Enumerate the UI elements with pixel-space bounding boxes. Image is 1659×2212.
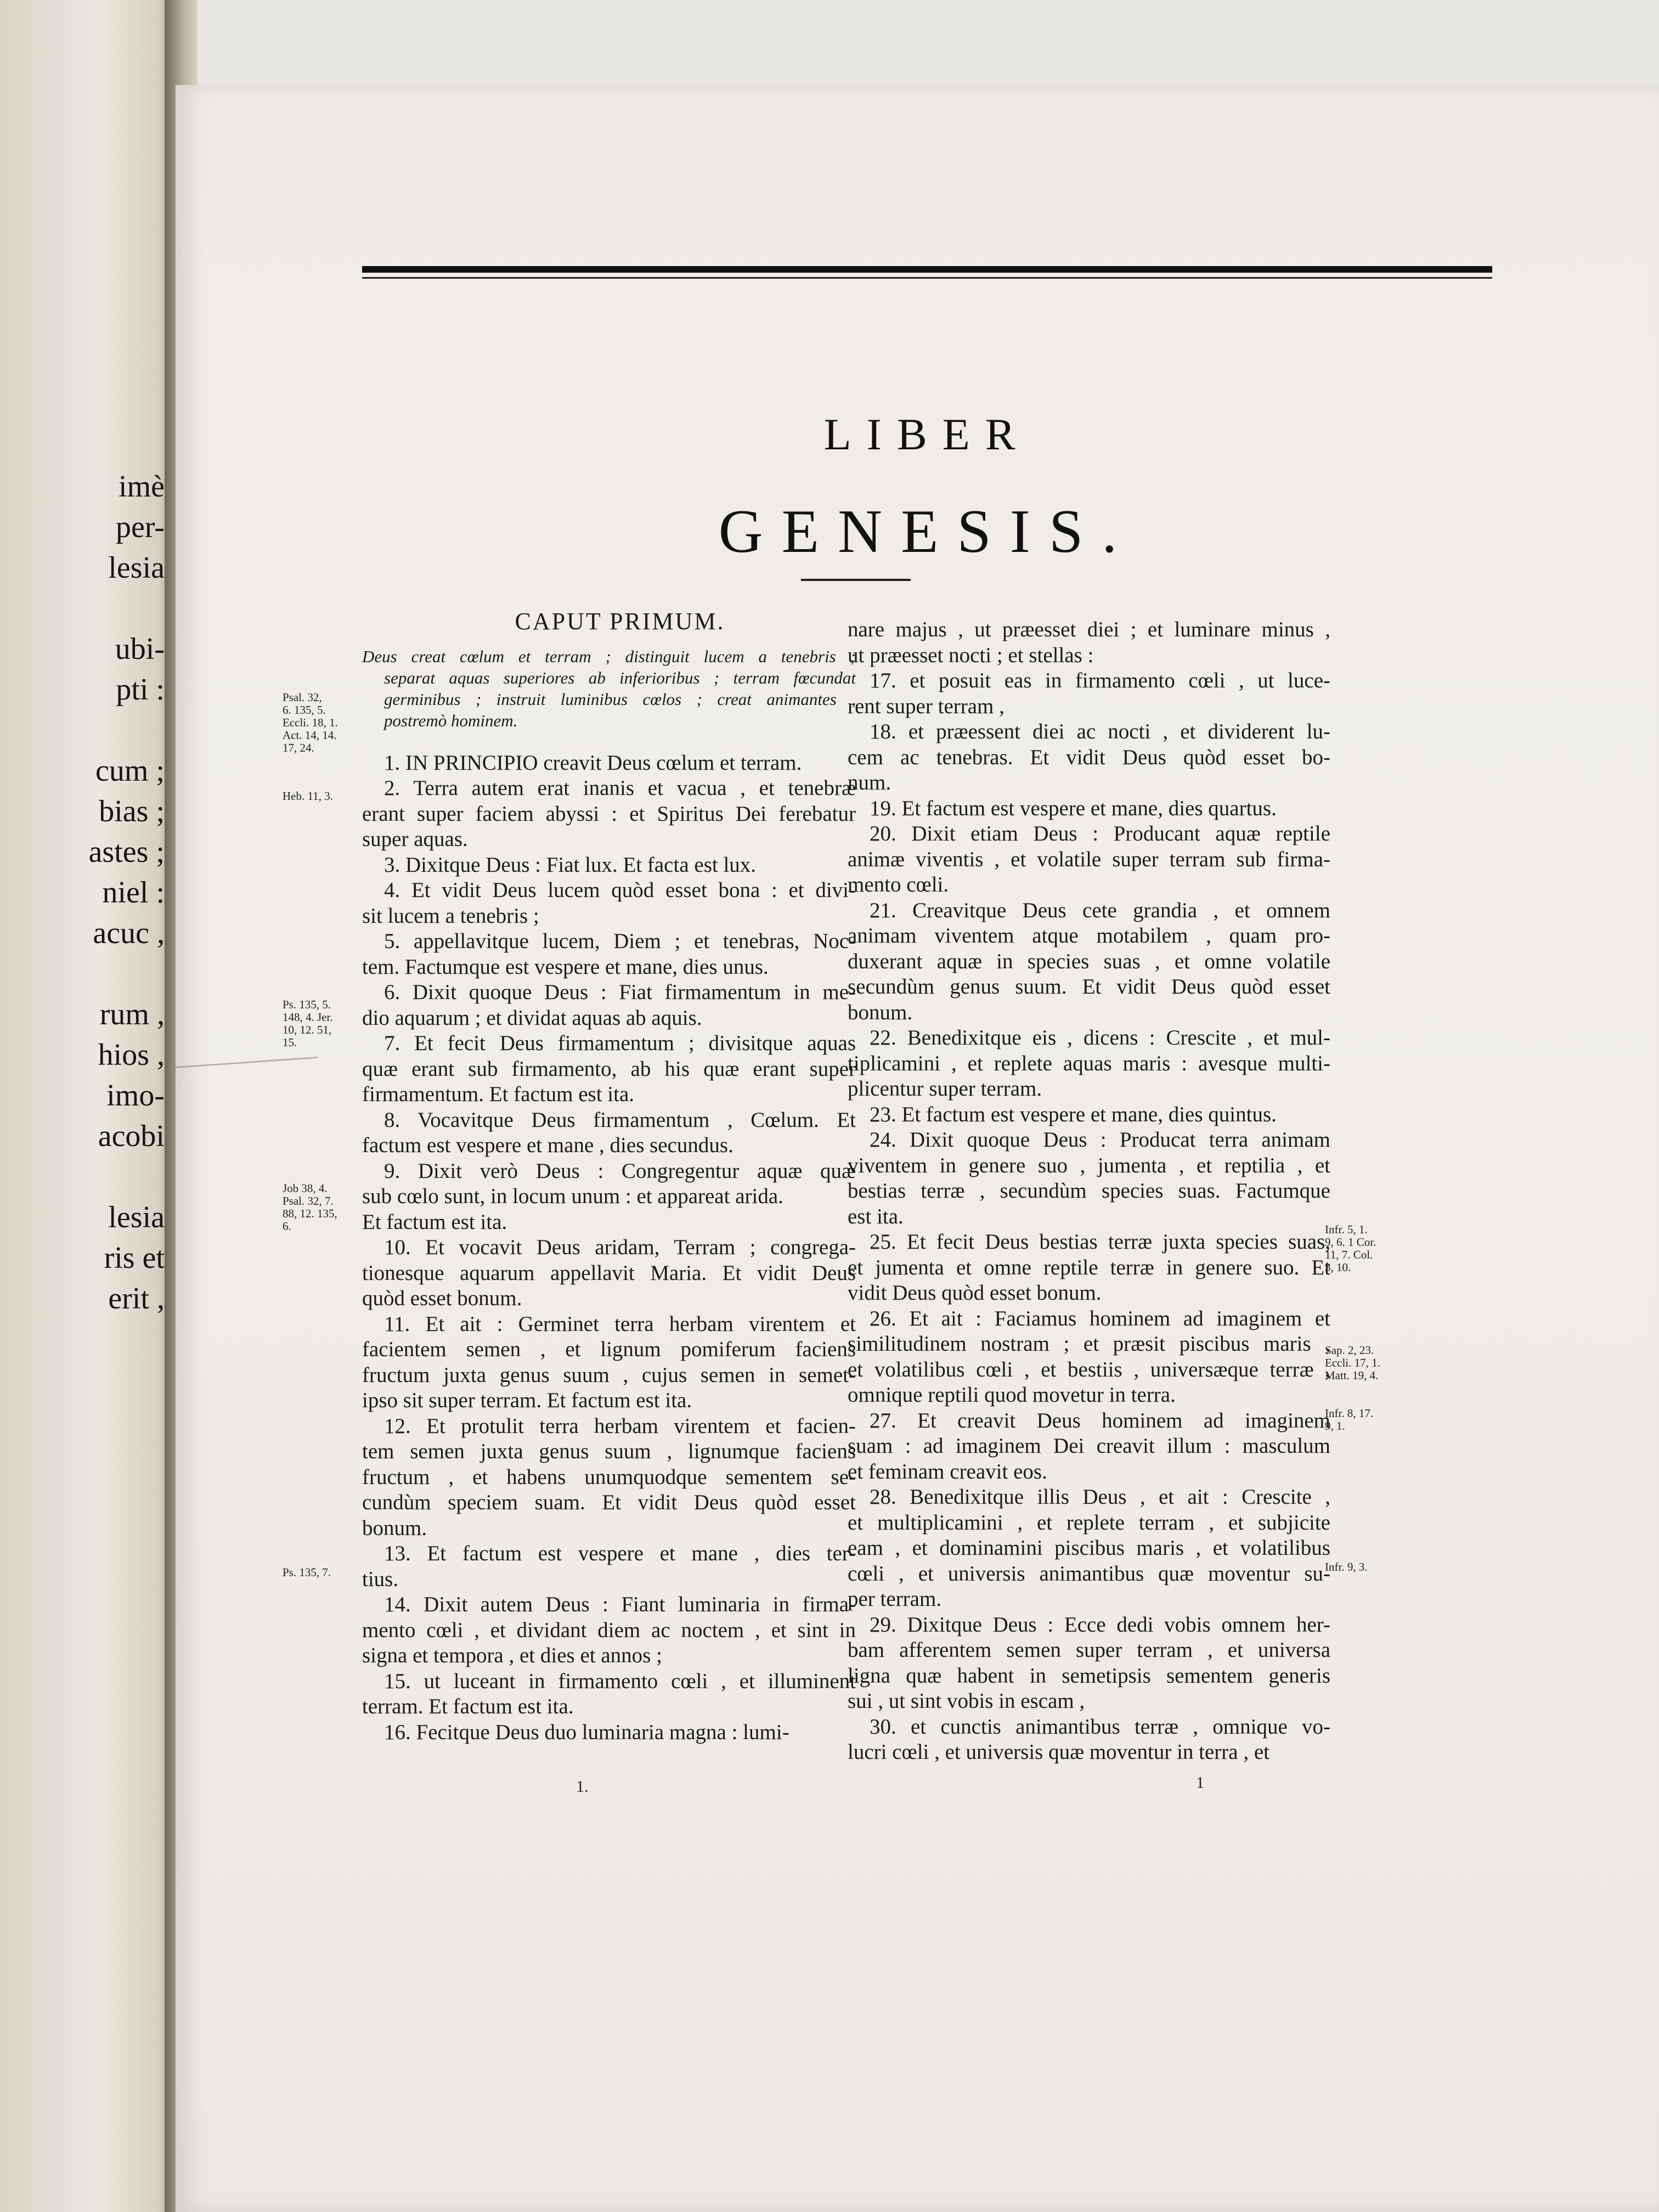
text-line: plicentur super terram. <box>848 1077 1042 1101</box>
text-line: fructum , et habens unumquodque sementem se- <box>362 1465 856 1489</box>
text-line: facientem semen , et lignum pomiferum faciens <box>362 1338 856 1361</box>
text-line: tius. <box>362 1567 399 1591</box>
margin-note-line: Eccli. 17, 1. <box>1325 1356 1380 1369</box>
left-page-fragment: lesia <box>108 551 165 585</box>
margin-note-line: Eccli. 18, 1. <box>283 716 338 729</box>
text-line: 5. appellavitque lucem, Diem ; et tenebras, Noc- <box>384 929 856 953</box>
text-line: rent super terram , <box>848 694 1005 718</box>
margin-note-line: 9, 1. <box>1325 1419 1345 1432</box>
margin-note-line: 11, 7. Col. <box>1325 1248 1373 1261</box>
text-line: nare majus , ut præesset diei ; et luminare minus , <box>848 618 1330 641</box>
margin-note-line: Matt. 19, 4. <box>1325 1369 1379 1382</box>
summary-line: Deus creat cœlum et terram ; distinguit lucem a tenebris ; <box>362 646 856 666</box>
text-line: animam viventem atque motabilem , quam pro- <box>848 924 1330 947</box>
left-column-lines <box>362 751 856 1746</box>
text-line: vidit Deus quòd esset bonum. <box>848 1281 1102 1305</box>
text-line: tem semen juxta genus suum , lignumque faciens <box>362 1440 856 1463</box>
left-page-fragment: per- <box>115 510 165 544</box>
text-line: animæ viventis , et volatile super terram sub firma- <box>848 847 1330 871</box>
text-line: ut præesset nocti ; et stellas : <box>848 643 1094 667</box>
text-line: 6. Dixit quoque Deus : Fiat firmamentum in me- <box>384 980 856 1004</box>
text-line: secundùm genus suum. Et vidit Deus quòd esset <box>848 975 1330 998</box>
text-line: 12. Et protulit terra herbam virentem et facien- <box>384 1414 856 1438</box>
text-line: tem. Factumque est vespere et mane, dies unus. <box>362 955 769 979</box>
margin-note-right <box>1325 1407 1373 1432</box>
right-text-column <box>848 617 1330 1765</box>
left-page-fragment: ubi- <box>115 632 165 666</box>
text-line: bestias terræ , secundùm species suas. Factumque <box>848 1179 1330 1203</box>
left-page-fragment: hios , <box>98 1038 165 1072</box>
title-rule <box>801 579 911 581</box>
text-line: sub cœlo sunt, in locum unum : et appareat arida. <box>362 1184 783 1208</box>
text-line: et feminam creavit eos. <box>848 1459 1047 1483</box>
text-line: 3. Dixitque Deus : Fiat lux. Et facta est lux. <box>384 853 757 877</box>
text-line: 27. Et creavit Deus hominem ad imaginem <box>870 1408 1330 1432</box>
book-title-genesis: GENESIS. <box>718 498 1136 566</box>
text-line: viventem in genere suo , jumenta , et reptilia , et <box>848 1153 1330 1177</box>
margin-note-line: 15. <box>283 1036 297 1049</box>
text-line: 21. Creavitque Deus cete grandia , et omnem <box>870 898 1330 922</box>
text-line: 25. Et fecit Deus bestias terræ juxta species suas, <box>870 1230 1330 1254</box>
left-page-fragment: rum , <box>99 997 165 1031</box>
margin-note-line: Infr. 5, 1. <box>1325 1223 1368 1236</box>
left-page-fragment: astes ; <box>88 835 165 869</box>
left-page-fragment: pti : <box>116 673 165 707</box>
margin-note-line: Job 38, 4. <box>283 1182 328 1195</box>
margin-note-line: Ps. 135, 7. <box>283 1566 331 1579</box>
text-line: est ita. <box>848 1204 904 1228</box>
text-line: terram. Et factum est ita. <box>362 1695 574 1718</box>
text-line: 4. Et vidit Deus lucem quòd esset bona : et divi- <box>384 878 856 902</box>
text-line: firmamentum. Et factum est ita. <box>362 1082 635 1106</box>
margin-note-line: Infr. 8, 17. <box>1325 1407 1374 1420</box>
text-line: lucri cœli , et universis quæ moventur in terra , et <box>848 1740 1269 1764</box>
margin-note-right <box>1325 1223 1376 1274</box>
text-line: fructum juxta genus suum , cujus semen in semet- <box>362 1363 856 1387</box>
text-line: mento cœli , et dividant diem ac noctem , et sint in <box>362 1618 856 1642</box>
text-line: ligna quæ habent in semetipsis sementem generis <box>848 1663 1330 1688</box>
top-rule-thick <box>362 266 1492 273</box>
text-line: 14. Dixit autem Deus : Fiant luminaria in firma- <box>384 1593 856 1616</box>
text-line: 28. Benedixitque illis Deus , et ait : Crescite , <box>870 1485 1330 1509</box>
text-line: suam : ad imaginem Dei creavit illum : masculum <box>848 1434 1330 1458</box>
left-page-fragment: acuc , <box>93 916 165 950</box>
text-line: omnique reptili quod movetur in terra. <box>848 1383 1176 1407</box>
chapter-heading: CAPUT PRIMUM. <box>515 608 725 635</box>
margin-note-left <box>283 1566 331 1579</box>
text-line: 26. Et ait : Faciamus hominem ad imaginem et <box>870 1306 1330 1330</box>
text-line: similitudinem nostram ; et præsit piscibus maris , <box>848 1332 1330 1356</box>
text-line: 22. Benedixitque eis , dicens : Crescite , et mul- <box>870 1026 1330 1049</box>
text-line: signa et tempora , et dies et annos ; <box>362 1644 662 1667</box>
margin-note-line: Psal. 32, <box>283 691 322 704</box>
text-line: 16. Fecitque Deus duo luminaria magna : lumi- <box>384 1720 789 1744</box>
text-line: 2. Terra autem erat inanis et vacua , et tenebræ <box>384 776 856 800</box>
text-line: erant super faciem abyssi : et Spiritus Dei ferebatur <box>362 802 856 826</box>
text-line: num. <box>848 771 891 794</box>
text-line: per terram. <box>848 1587 942 1611</box>
text-line: duxerant aquæ in species suas , et omne volatile <box>848 949 1330 973</box>
left-page-fragment <box>0 953 165 994</box>
top-rule-thin <box>362 277 1492 279</box>
book-title-liber: LIBER <box>823 409 1031 459</box>
margin-note-line: Heb. 11, 3. <box>283 789 333 803</box>
margin-note-line: 6. 135, 5. <box>283 703 326 716</box>
text-line: tionesque aquarum appellavit Maria. Et vidit Deus <box>362 1261 856 1285</box>
text-line: 13. Et factum est vespere et mane , dies ter- <box>384 1542 856 1565</box>
text-line: et multiplicamini , et replete terram , et subjicite <box>848 1510 1330 1534</box>
left-page-fragment <box>0 710 165 751</box>
text-line: cem ac tenebras. Et vidit Deus quòd esset bo- <box>848 745 1330 769</box>
margin-note-line: 88, 12. 135, <box>283 1207 337 1220</box>
text-line: super aquas. <box>362 827 468 851</box>
right-page <box>176 85 1659 2212</box>
summary-line: germinibus ; instruit luminibus cœlos ; creat animantes , <box>384 689 856 709</box>
text-line: 19. Et factum est vespere et mane, dies quartus. <box>870 796 1277 820</box>
margin-note-line: 3, 10. <box>1325 1261 1351 1274</box>
text-line: bonum. <box>362 1516 427 1540</box>
text-line: cundùm speciem suam. Et vidit Deus quòd esset <box>362 1491 856 1514</box>
margin-note-line: 17, 24. <box>283 741 314 754</box>
left-page-fragment: cum ; <box>95 754 165 788</box>
text-line: 10. Et vocavit Deus aridam, Terram ; congrega- <box>384 1235 856 1259</box>
left-page-fragment: ris et <box>104 1241 165 1275</box>
text-line: Et factum est ita. <box>362 1210 507 1234</box>
text-line: sui , ut sint vobis in escam , <box>848 1689 1085 1713</box>
left-page-fragment: imè <box>119 470 165 504</box>
margin-note-line: Act. 14, 14. <box>283 729 337 742</box>
text-line: sit lucem a tenebris ; <box>362 904 539 928</box>
text-line: quæ erant sub firmamento, ab his quæ erant super <box>362 1057 856 1081</box>
margin-note-left <box>283 790 333 803</box>
margin-note-line: 9, 6. 1 Cor. <box>1325 1235 1376 1249</box>
margin-note-right <box>1325 1344 1380 1382</box>
right-column-lines <box>848 617 1330 1765</box>
text-line: cœli , et universis animantibus quæ moventur su- <box>848 1561 1330 1585</box>
text-line: 7. Et fecit Deus firmamentum ; divisitque aquas <box>384 1031 856 1055</box>
left-page-text <box>0 466 165 1319</box>
margin-note-left <box>283 998 333 1049</box>
text-line: ipso sit super terram. Et factum est ita. <box>362 1389 692 1412</box>
margin-note-left <box>283 1182 337 1233</box>
text-line: eam , et dominamini piscibus maris , et volatilibus <box>848 1536 1330 1560</box>
text-line: 20. Dixit etiam Deus : Producant aquæ reptile <box>870 822 1330 845</box>
text-line: 29. Dixitque Deus : Ecce dedi vobis omnem her- <box>870 1612 1330 1637</box>
text-line: 1. IN PRINCIPIO creavit Deus cœlum et terram. <box>384 751 802 775</box>
chapter-summary <box>362 646 856 731</box>
text-line: 24. Dixit quoque Deus : Producat terra animam <box>870 1128 1330 1152</box>
left-page-fragment: acobi <box>98 1119 165 1153</box>
text-line: 9. Dixit verò Deus : Congregentur aquæ quæ <box>384 1159 856 1183</box>
left-page-fragment <box>0 588 165 629</box>
text-line: et jumenta et omne reptile terræ in genere suo. Et <box>848 1255 1330 1279</box>
text-line: 18. et præessent diei ac nocti , et dividerent lu- <box>870 720 1330 743</box>
text-line: bam afferentem semen super terram , et universa <box>848 1638 1330 1662</box>
text-line: 17. et posuit eas in firmamento cœli , ut luce- <box>870 669 1330 692</box>
left-page-fragment: erit , <box>108 1282 165 1316</box>
text-line: 15. ut luceant in firmamento cœli , et illuminent <box>384 1669 856 1693</box>
left-page-fragment <box>0 1156 165 1197</box>
left-page-fragment: niel : <box>102 876 165 910</box>
text-line: et volatilibus cœli , et bestiis , universæque terræ , <box>848 1357 1330 1381</box>
margin-note-line: 148, 4. Jer. <box>283 1011 333 1024</box>
left-page-fragment: lesia <box>108 1200 165 1234</box>
folio-right: 1 <box>1196 1774 1204 1792</box>
page-tear <box>176 1057 318 1071</box>
text-line: factum est vespere et mane , dies secundus. <box>362 1133 733 1157</box>
summary-line: postremò hominem. <box>384 710 518 730</box>
margin-note-line: Sap. 2, 23. <box>1325 1344 1374 1357</box>
text-line: quòd esset bonum. <box>362 1286 522 1310</box>
left-text-column <box>362 609 856 1745</box>
margin-note-right <box>1325 1561 1368 1573</box>
text-line: dio aquarum ; et dividat aquas ab aquis. <box>362 1006 702 1030</box>
margin-note-line: 10, 12. 51, <box>283 1023 332 1036</box>
summary-line: separat aquas superiores ab inferioribus ; terram fœcundat <box>384 668 856 687</box>
margin-note-line: 6. <box>283 1220 291 1233</box>
text-line: tiplicamini , et replete aquas maris : avesque multi- <box>848 1051 1330 1075</box>
text-line: 11. Et ait : Germinet terra herbam virentem et <box>384 1312 856 1336</box>
left-page <box>0 0 181 2212</box>
text-line: 30. et cunctis animantibus terræ , omnique vo- <box>870 1714 1330 1739</box>
margin-note-left <box>283 691 338 754</box>
text-line: 8. Vocavitque Deus firmamentum , Cœlum. Et <box>384 1108 856 1132</box>
margin-note-line: Infr. 9, 3. <box>1325 1560 1368 1573</box>
left-page-fragment: bias ; <box>99 794 165 828</box>
text-line: 23. Et factum est vespere et mane, dies quintus. <box>870 1102 1277 1126</box>
text-line: mento cœli. <box>848 873 949 896</box>
margin-note-line: Ps. 135, 5. <box>283 998 331 1011</box>
left-page-fragment: imo- <box>106 1079 165 1113</box>
text-line: bonum. <box>848 1000 913 1024</box>
margin-note-line: Psal. 32, 7. <box>283 1194 334 1207</box>
folio-left: 1. <box>576 1778 589 1796</box>
